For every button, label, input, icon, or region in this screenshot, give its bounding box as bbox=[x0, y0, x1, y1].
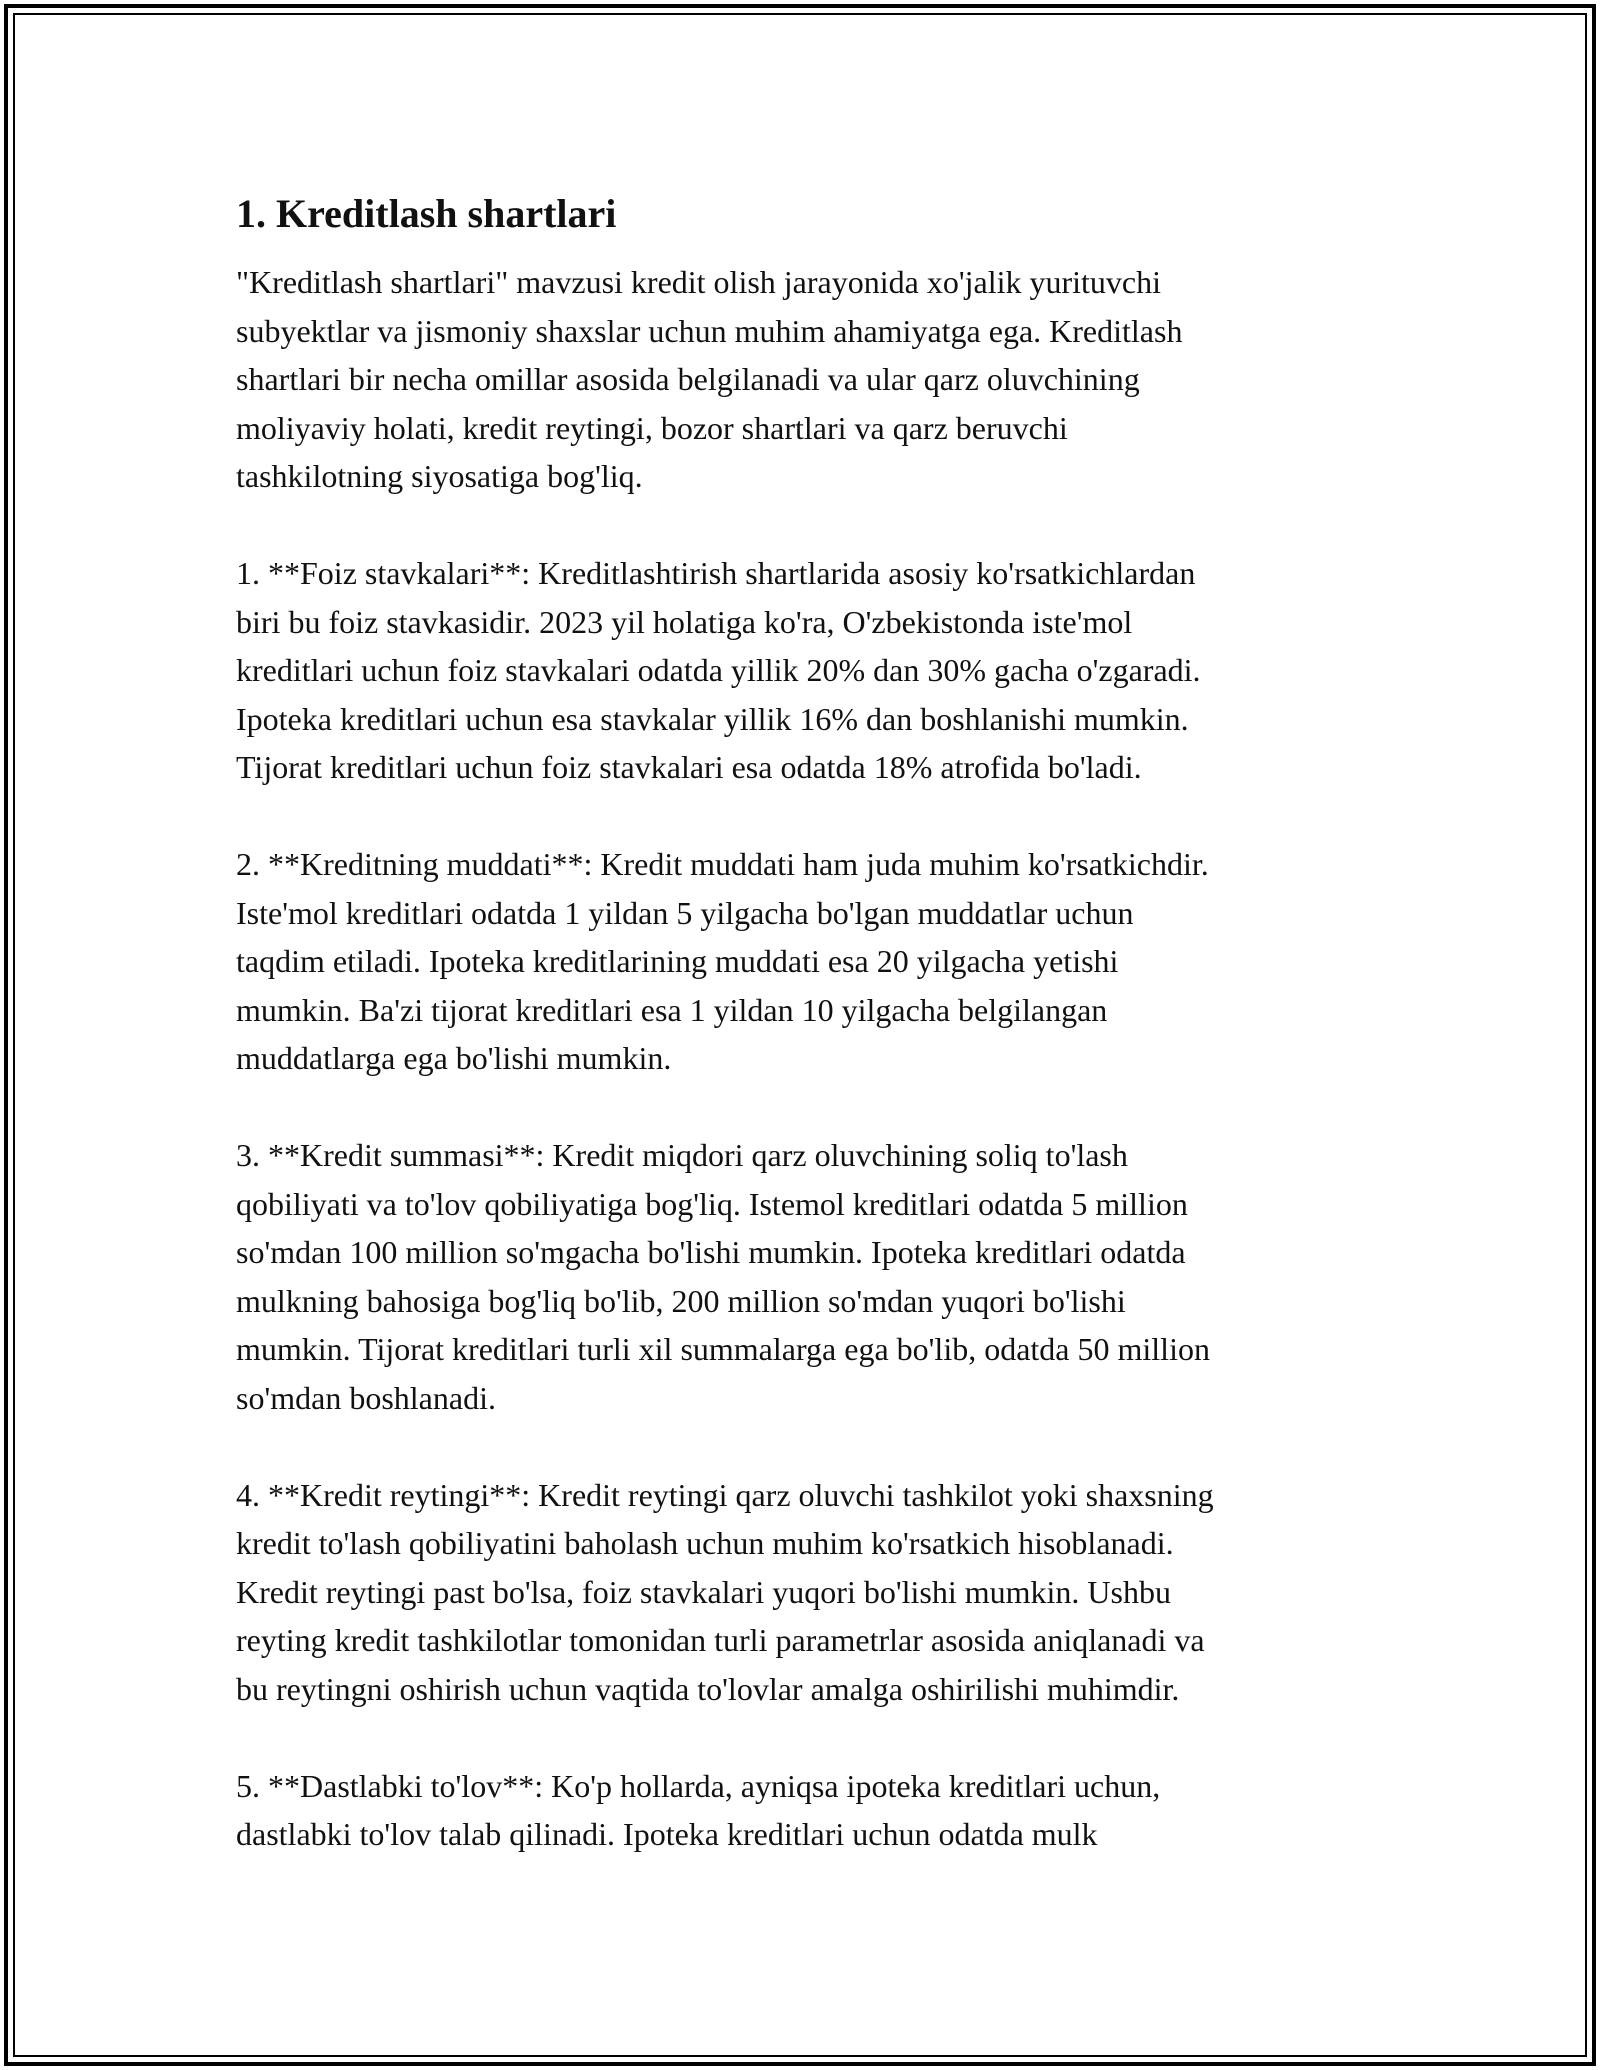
text-line: reyting kredit tashkilotlar tomonidan turli parametrlar asosida aniqlanadi va bbox=[236, 1622, 1205, 1658]
text-line: 3. **Kredit summasi**: Kredit miqdori qarz oluvchining soliq to'lash bbox=[236, 1137, 1128, 1173]
text-line: Ipoteka kreditlari uchun esa stavkalar yillik 16% dan boshlanishi mumkin. bbox=[236, 700, 1189, 737]
text-line: kreditlari uchun foiz stavkalari odatda yillik 20% dan 30% gacha o'zgaradi. bbox=[236, 652, 1201, 688]
credit-rating-paragraph bbox=[236, 1471, 1366, 1714]
text-line: subyektlar va jismoniy shaxslar uchun muhim ahamiyatga ega. Kreditlash bbox=[236, 312, 1183, 349]
text-line: so'mdan 100 million so'mgacha bo'lishi mumkin. Ipoteka kreditlari odatda bbox=[236, 1234, 1186, 1270]
loan-amount-paragraph bbox=[236, 1131, 1366, 1422]
text-line: Tijorat kreditlari uchun foiz stavkalari esa odatda 18% atrofida bo'ladi. bbox=[236, 749, 1142, 785]
text-line: dastlabki to'lov talab qilinadi. Ipoteka kreditlari uchun odatda mulk bbox=[236, 1816, 1098, 1852]
document-body bbox=[236, 186, 1366, 1907]
down-payment-paragraph bbox=[236, 1762, 1366, 1859]
text-line: biri bu foiz stavkasidir. 2023 yil holatiga ko'ra, O'zbekistonda iste'mol bbox=[236, 603, 1133, 640]
text-line: bu reytingni oshirish uchun vaqtida to'lovlar amalga oshirilishi muhimdir. bbox=[236, 1670, 1180, 1707]
text-line: Iste'mol kreditlari odatda 1 yildan 5 yilgacha bo'lgan muddatlar uchun bbox=[236, 894, 1134, 931]
text-line: so'mdan boshlanadi. bbox=[236, 1379, 496, 1416]
text-line: taqdim etiladi. Ipoteka kreditlarining muddati esa 20 yilgacha yetishi bbox=[236, 943, 1119, 979]
text-line: mulkning bahosiga bog'liq bo'lib, 200 million so'mdan yuqori bo'lishi bbox=[236, 1282, 1126, 1319]
text-line: Kredit reytingi past bo'lsa, foiz stavkalari yuqori bo'lishi mumkin. Ushbu bbox=[236, 1573, 1171, 1610]
text-line: kredit to'lash qobiliyatini baholash uchun muhim ko'rsatkich hisoblanadi. bbox=[236, 1525, 1174, 1561]
text-line: tashkilotning siyosatiga bog'liq. bbox=[236, 458, 643, 494]
text-line: mumkin. Tijorat kreditlari turli xil summalarga ega bo'lib, odatda 50 million bbox=[236, 1331, 1210, 1367]
intro-paragraph bbox=[236, 258, 1366, 501]
text-line: 2. **Kreditning muddati**: Kredit muddati ham juda muhim ko'rsatkichdir. bbox=[236, 846, 1209, 882]
text-line: 5. **Dastlabki to'lov**: Ko'p hollarda, ayniqsa ipoteka kreditlari uchun, bbox=[236, 1767, 1161, 1804]
text-line: 1. **Foiz stavkalari**: Kreditlashtirish shartlarida asosiy ko'rsatkichlardan bbox=[236, 555, 1196, 591]
text-line: shartlari bir necha omillar asosida belgilanadi va ular qarz oluvchining bbox=[236, 361, 1140, 397]
text-line: qobiliyati va to'lov qobiliyatiga bog'liq. Istemol kreditlari odatda 5 million bbox=[236, 1185, 1188, 1222]
interest-rates-paragraph bbox=[236, 549, 1366, 792]
text-line: 4. **Kredit reytingi**: Kredit reytingi qarz oluvchi tashkilot yoki shaxsning bbox=[236, 1476, 1214, 1513]
text-line: muddatlarga ega bo'lishi mumkin. bbox=[236, 1040, 672, 1076]
text-line: moliyaviy holati, kredit reytingi, bozor shartlari va qarz beruvchi bbox=[236, 409, 1068, 446]
section-title: 1. Kreditlash shartlari bbox=[236, 191, 617, 236]
loan-term-paragraph bbox=[236, 840, 1366, 1083]
text-line: "Kreditlash shartlari" mavzusi kredit olish jarayonida xo'jalik yurituvchi bbox=[236, 264, 1161, 300]
text-line: mumkin. Ba'zi tijorat kreditlari esa 1 yildan 10 yilgacha belgilangan bbox=[236, 991, 1108, 1028]
